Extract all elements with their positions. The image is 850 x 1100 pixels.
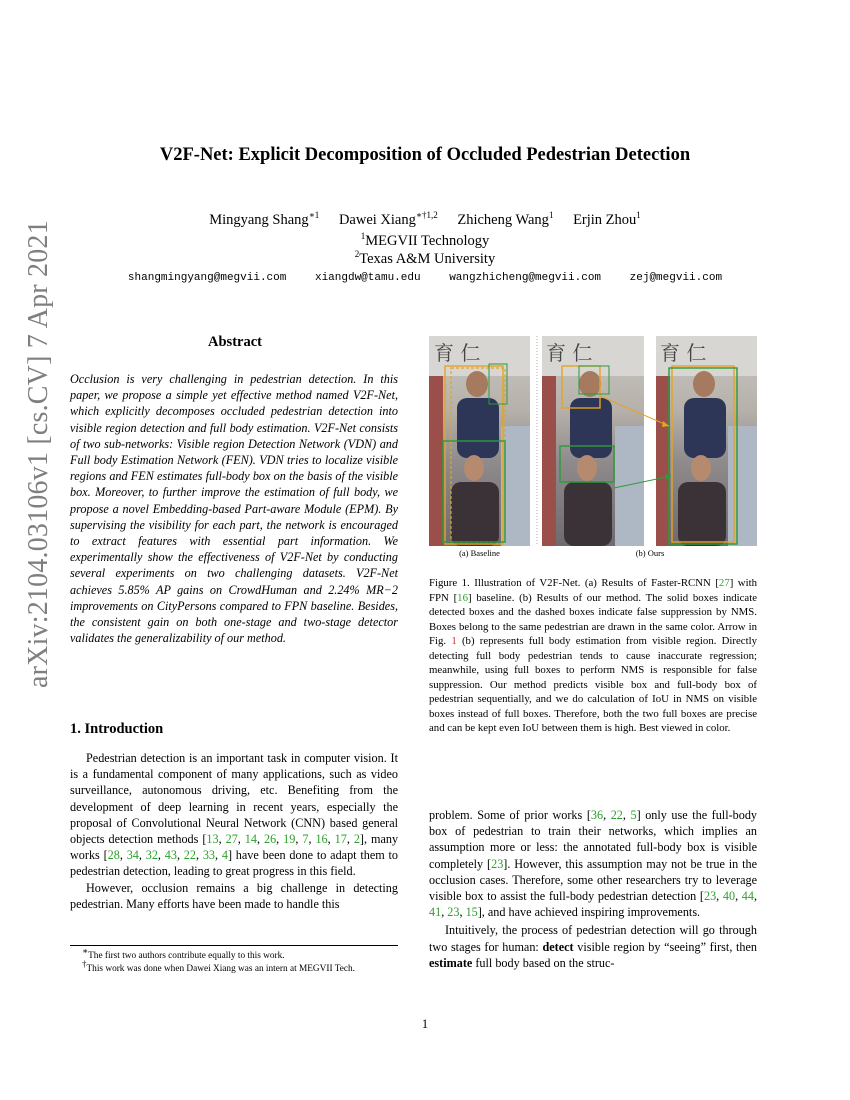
photo-ours-full <box>656 336 757 546</box>
photo-baseline <box>429 336 530 546</box>
figure-caption: Figure 1. Illustration of V2F-Net. (a) Results of Faster-RCNN [27] with FPN [16] baseline. (b) Results of our method. The solid boxes indicate detected boxes and the dashed boxes indicate false suppression by NMS. Boxes belong to the same pedestrian are drawn in the same color. Arrow in Fig. 1 (b) represents full body estimation from visible region. Directly detecting full body pedestrian tends to cause inaccurate regression; meanwhile, using full boxes to perform NMS is responsible for false suppression. Our method predicts visible box and full-body box of pedestrian sequentially, and we do calculation of IoU in NMS on visible boxes instead of full boxes. Therefore, both the two full boxes are precise and can be kept even IoU between them is high. Best viewed in color. <box>429 577 758 734</box>
email: wangzhicheng@megvii.com <box>449 272 602 284</box>
email: zej@megvii.com <box>629 272 723 284</box>
citation-link[interactable]: 34 <box>126 848 139 863</box>
citation-link[interactable]: 23 <box>491 856 504 871</box>
author: Zhicheng Wang$^1$ <box>457 210 554 228</box>
body-paragraph: Intuitively, the process of pedestrian detection will go through two stages for human: detect visible region by “seeing” first, then estimate full body based on the struc- <box>429 923 758 970</box>
footnotes <box>70 945 398 975</box>
email: shangmingyang@megvii.com <box>127 272 287 284</box>
intro-body <box>70 750 398 912</box>
citation-link[interactable]: 44 <box>741 889 754 904</box>
author: Mingyang Shang$^{∗1}$ <box>209 210 320 228</box>
citation-link[interactable]: 17 <box>334 832 347 847</box>
citation-link[interactable]: 22 <box>183 848 196 863</box>
citation-link[interactable]: 14 <box>244 832 257 847</box>
abstract-heading: Abstract <box>208 334 262 350</box>
citation-link[interactable]: 4 <box>221 848 228 863</box>
figure-sublabel: (a) Baseline <box>459 548 500 558</box>
citation-link[interactable]: 26 <box>263 832 277 847</box>
page-number: 1 <box>421 1017 429 1031</box>
author-emails <box>0 272 850 284</box>
citation-link[interactable]: 27 <box>718 577 730 589</box>
citation-link[interactable]: 41 <box>429 905 442 920</box>
svg-text:育 仁: 育 仁 <box>434 341 481 365</box>
citation-link[interactable]: 28 <box>107 848 120 863</box>
citation-link[interactable]: 36 <box>590 808 604 822</box>
citation-link[interactable]: 16 <box>457 591 468 604</box>
author-list <box>0 212 850 229</box>
arxiv-stamp-text: arXiv:2104.03106v1 [cs.CV] 7 Apr 2021 <box>23 220 54 688</box>
citation-link[interactable]: 22 <box>610 808 623 822</box>
citation-link[interactable]: 13 <box>206 832 219 847</box>
citation-link[interactable]: 40 <box>722 889 736 904</box>
figure-ref-link[interactable]: 1 <box>451 635 457 647</box>
citation-link[interactable]: 23 <box>447 905 460 920</box>
abstract-body: Occlusion is very challenging in pedestrian detection. In this paper, we propose a simple yet effective method named V2F-Net, which explicitly decomposes occluded pedestrian detection into visible region detection and full body estimation. V2F-Net consists of two sub-networks: Visible region Detection Network (VDN) and Full body Estimation Network (FEN). VDN tries to localize visible regions and FEN estimates full-body box on the basis of the visible box. Moreover, to further improve the estimation of full body, we propose a novel Embedding-based Part-aware Module (EPM). By supervising the visibility for each part, the network is encouraged to extract features with essential part information. We experimentally show the effectiveness of V2F-Net by conducting several experiments on two challenging datasets. V2F-Net achieves 5.85% AP gains on CrowdHuman and 2.24% MR−2 improvements on CityPersons compared to FPN baseline. Besides, the consistent gain on both one-stage and two-stage detector validates the generalizability of our method. <box>70 372 398 646</box>
citation-link[interactable]: 27 <box>225 832 238 847</box>
affiliation: $^1$MEGVII Technology <box>360 231 490 249</box>
citation-link[interactable]: 15 <box>465 905 478 920</box>
section-heading: 1. Introduction <box>70 721 164 737</box>
svg-text:育 仁: 育 仁 <box>546 341 593 365</box>
citation-link[interactable]: 33 <box>202 848 215 863</box>
paper-title: V2F-Net: Explicit Decomposition of Occluded Pedestrian Detection <box>159 145 691 165</box>
citation-link[interactable]: 32 <box>145 848 158 863</box>
right-column-body <box>429 807 757 971</box>
affiliation: $^2$Texas A&M University <box>354 249 496 267</box>
citation-link[interactable]: 2 <box>353 832 360 847</box>
intro-paragraph: However, occlusion remains a big challenge in detecting pedestrian. Many efforts have been made to handle this <box>70 880 398 911</box>
citation-link[interactable]: 23 <box>703 889 717 904</box>
intro-paragraph: Pedestrian detection is an important task in computer vision. It is a fundamental component of many applications, such as video surveillance, autonomous driving, etc. Benefiting from the development of deep learning in recent years, especially the proposal of Convolutional Neural Network (CNN) based general objects detection methods [13, 27, 14, 26, 19, 7, 16, 17, 2], many works [28, 34, 32, 43, 22, 33, 4] have been done to adapt them to pedestrian detection, leading to great progress in this field. <box>70 751 399 879</box>
figure-1-photos <box>429 336 759 548</box>
svg-text:育 仁: 育 仁 <box>660 341 707 365</box>
author: Dawei Xiang$^{∗\dagger 1,2}$ <box>338 210 438 228</box>
citation-link[interactable]: 19 <box>283 832 296 847</box>
photo-ours-visible <box>542 336 644 546</box>
email: xiangdw@tamu.edu <box>314 272 421 284</box>
citation-link[interactable]: 16 <box>315 832 328 847</box>
figure-sublabel: (b) Ours <box>635 548 665 558</box>
citation-link[interactable]: 5 <box>630 808 637 822</box>
figure-1 <box>429 336 759 548</box>
citation-link[interactable]: 43 <box>164 848 177 863</box>
footnote: †This work was done when Dawei Xiang was an intern at MEGVII Tech. <box>82 958 355 974</box>
citation-link[interactable]: 7 <box>302 832 309 847</box>
author: Erjin Zhou$^1$ <box>573 210 641 228</box>
footnote: ∗The first two authors contribute equally to this work. <box>82 945 285 961</box>
body-paragraph: problem. Some of prior works [36, 22, 5] only use the full-body box of pedestrian to train their networks, which implies an assumption more or less: the annotated full-body box is visible completely [23]. However, this assumption may not be true in the occlusion cases. Therefore, some other researchers try to leverage visible box to assist the full-body pedestrian detection [23, 40, 44, 41, 23, 15], and have achieved inspiring improvements. <box>429 808 758 920</box>
